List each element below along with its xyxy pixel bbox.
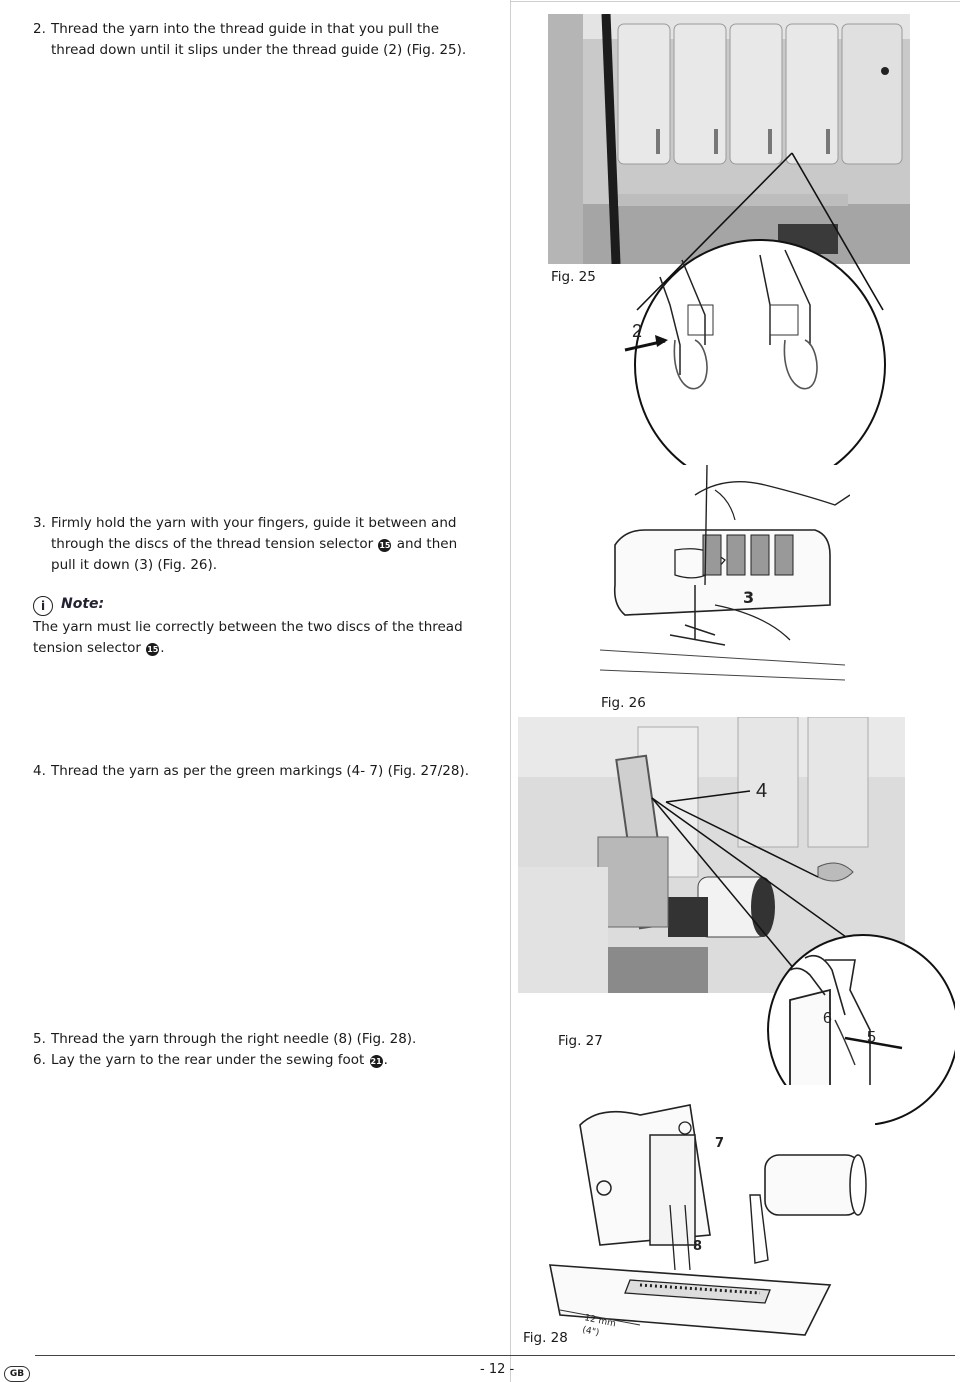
language-badge: GB [4, 1366, 30, 1382]
step-6 [33, 1050, 473, 1071]
fig25-callout-2: 2 [632, 321, 643, 341]
fig26-callout-3: 3 [743, 588, 755, 607]
fig28-dimension-label: 12 mm [583, 1313, 617, 1330]
page-number: - 12 - [480, 1362, 515, 1377]
fig25-zoom-detail [610, 145, 910, 510]
fig25-caption: Fig. 25 [551, 269, 596, 285]
step-number: 5. [33, 1031, 46, 1047]
fig28-dimension-sub: (4") [581, 1325, 600, 1339]
fig27-callout-6: 6 [823, 1010, 832, 1027]
fig26-illustration [595, 465, 850, 685]
step-text: Thread the yarn through the right needle (8) (Fig. 28). [51, 1031, 417, 1047]
fig28-callout-8: 8 [693, 1239, 703, 1254]
fig26-caption: Fig. 26 [601, 695, 646, 711]
ref-marker-15: 15 [379, 541, 391, 550]
step-number: 2. [33, 21, 46, 37]
step-text: Firmly hold the yarn with your fingers, guide it between and through the discs of the thread tension selector 15 and then pull it down (3) (Fig. 26). [51, 515, 458, 573]
step-number: 6. [33, 1052, 46, 1068]
note-heading: i Note: [33, 596, 104, 616]
fig28-caption: Fig. 28 [523, 1330, 568, 1346]
step-text: Lay the yarn to the rear under the sewing foot 21 . [51, 1052, 388, 1068]
step-4 [33, 761, 473, 782]
fig27-zoom-detail [640, 790, 955, 1125]
ref-marker-21: 21 [370, 1057, 382, 1066]
figure-column-top-border [510, 1, 960, 2]
fig28-callout-7: 7 [715, 1136, 725, 1151]
step-5 [33, 1029, 473, 1050]
step-number: 4. [33, 763, 46, 779]
step-3 [33, 513, 473, 576]
step-number: 3. [33, 515, 46, 531]
fig27-callout-4: 4 [756, 780, 768, 802]
info-icon: i [33, 596, 53, 616]
step-text: Thread the yarn into the thread guide in that you pull the thread down until it slips under the thread guide (2) (Fig. 25). [51, 21, 467, 58]
note-text: The yarn must lie correctly between the two discs of the thread tension selector 15 . [33, 619, 463, 656]
step-2 [33, 19, 473, 61]
fig28-illustration [540, 1085, 875, 1340]
fig27-caption: Fig. 27 [558, 1033, 603, 1049]
step-text: Thread the yarn as per the green markings (4- 7) (Fig. 27/28). [51, 763, 469, 779]
ref-marker-15: 15 [147, 645, 159, 654]
footer-rule [35, 1355, 955, 1356]
fig27-callout-5: 5 [867, 1029, 876, 1046]
